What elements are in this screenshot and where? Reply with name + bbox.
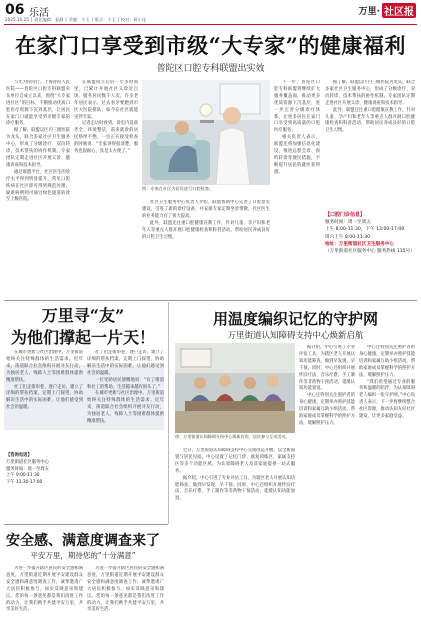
info-line: 服务时间：周一至周五 [325, 220, 371, 226]
main-subheadline: 普陀区口腔专科联盟出实效 [156, 64, 265, 74]
paragraph: 相关负责人表示，联盟还将加强信息化建设，推进远程会诊、预约转诊等便民措施，不断提升居民的就医获得感。 [274, 135, 320, 175]
article-right-headline: 用温度编织记忆的守护网 [212, 310, 378, 328]
paragraph: 在联盟成立后的一年多时间里，已累计开展社区义诊近百场，服务居民数千人次。许多老年居民表示，过去看牙要跑到市区大医院排队，如今在社区就能见到专家。 [74, 80, 138, 120]
consult-box [6, 453, 83, 511]
consult-line: 下午 13:30-17:00 [6, 480, 43, 486]
consult-box-title: 【咨询电话】 [6, 453, 32, 458]
paragraph: 据了解，联盟以区内三级医院为龙头，联合多家社区卫生服务中心，形成了分级诊疗、双向转诊、技术帮扶的协作机制。专家团队定期走进社区开展义诊、健康讲座和技术指导。 [6, 128, 70, 168]
consult-line: 服务时间：周一至周五 [6, 466, 49, 472]
paragraph: 据了解，联盟以区内三级医院为龙头，联合多家社区卫生服务中心，形成了分级诊疗、双向转诊、技术帮扶的协作机制。专家团队定期走进社区开展义诊、健康讲座和技术指导。 [325, 80, 415, 106]
header-divider [4, 24, 417, 25]
info-line: 周六上午 8:00-11:30 [325, 234, 371, 240]
info-line: 上午 8:00-11:30，下午 13:00-17:00 [325, 227, 405, 233]
paragraph: 下一步，普陀区口腔专科联盟将继续扩大服务覆盖面，推动更多优质资源下沉基层，进一步完善分级诊疗体系，让更多居民在家门口享受到高质量的口腔医疗服务。 [274, 80, 320, 134]
paragraph: 在城市更新与社区治理中，万里街道始终关注特殊群体的生活需求。近年来，街道联合社会组织开展寻友行动，为独居老人、残障人士等困难群体提供精准帮扶。 [6, 350, 83, 383]
paragraph: 与光为你同行。上海普陀人民医院——普陀区口腔专科联盟牵头单位自成立以来，围绕“大专家进社区”的目标，不断推动优质口腔医疗资源下沉到基层，让居民在家门口就能享受到市级专家的诊疗服务。 [6, 80, 70, 127]
paragraph: 记者走访时看到，诊室内设备齐全、环境整洁，前来就诊的居民络绎不绝。一位正在接受检查的阿姨说：“专家讲得很清楚，服务也很耐心，真是太方便了。” [74, 121, 138, 155]
main-headline: 在家门口享受到市级“大专家”的健康福利 [15, 33, 406, 58]
info-box-title: 【口腔门诊信息】 [325, 212, 366, 218]
article-bottom-column-1 [6, 566, 83, 636]
article-left-headline-line2: 为他们撑起一片天！ [10, 328, 155, 347]
column-divider [168, 302, 169, 524]
main-column-2 [74, 80, 138, 298]
paragraph: 在城市更新与社区治理中，万里街道始终关注特殊群体的生活需求。近年来，街道联合社会组织开展寻友行动，为独居老人、残障人士等困难群体提供精准帮扶。 [87, 391, 164, 425]
paragraph: 社工们走街串巷、逐户走访，建立了详细的帮扶档案，定期上门探望，协助解决生活中的实际困难，让他们感受到社会的温暖。 [87, 350, 164, 376]
paragraph: 为进一步提升辖区居民的安全感和满意度，万里街道近期开展平安建设群众安全感和满意度调查工作，诚挚邀请广大居民积极参与，如实反映意见和建议。您的每一条意见都是我们改进工作的动力。让我们携手共建平安万里，共享美好生活。 [6, 566, 83, 613]
article-left-column-1 [6, 350, 83, 450]
clinic-photo-illustration [142, 80, 270, 185]
brand-right: 社区报 [382, 3, 416, 18]
issue-meta: 2025.10.15 │ 责任编辑：夏静 │ 美编：小玉 │ 版式：小玉 │ 校对：蒋小佳 [5, 17, 147, 22]
clinic-photo [142, 80, 270, 185]
article-bottom-headline: 安全感、满意度调查来了 [6, 533, 160, 549]
center-photo-illustration [175, 343, 295, 433]
paragraph: 据介绍，中心引进了专业评估工具，为辖区老人开展认知功能筛查，做到早发现、早干预。同时，中心还组织开展怀旧疗法、音乐疗愈、手工制作等非药物干预活动，延缓认知功能衰退。 [175, 475, 295, 502]
paragraph: 一位受助居民感慨地说：“有了街道和社工的帮助，生活越来越有盼头了。” [87, 377, 164, 390]
page-header [0, 0, 421, 24]
page-number: 06 [5, 2, 25, 18]
main-column-3 [142, 200, 270, 298]
article-right-column-1 [175, 448, 295, 634]
bottom-divider [4, 524, 168, 525]
article-right-subheadline: 万里街道认知障碍支持中心焕新启航 [227, 331, 364, 341]
masthead-logo [359, 3, 416, 18]
article-left-headline-line1: 万里寻“友” [41, 306, 125, 325]
paragraph: 此外，联盟还注重口腔健康宣教工作，针对儿童、孕产妇和老年人等重点人群开展口腔健康检查和科普活动，帮助居民养成良好的口腔卫生习惯。 [325, 107, 415, 134]
paragraph: 为进一步提升辖区居民的安全感和满意度，万里街道近期开展平安建设群众安全感和满意度调查工作，诚挚邀请广大居民积极参与，如实反映意见和建议。您的每一条意见都是我们改进工作的动力。让我们携手共建平安万里，共享美好生活。 [87, 566, 164, 613]
paragraph: 据介绍，中心引进了专业评估工具，为辖区老人开展认知功能筛查，做到早发现、早干预。同时，中心还组织开展怀旧疗法、音乐疗愈、手工制作等非药物干预活动，延缓认知功能衰退。 [299, 345, 355, 392]
photo-caption: 图：专家在社区为居民进行口腔检查。 [142, 186, 214, 191]
consult-line: 上午 9:00-11:30 [6, 473, 40, 479]
paragraph: 社区卫生服务中心负责人介绍，联盟帮助中心完善了口腔诊室建设，引进了新的诊疗设备，并安排专家定期坐诊带教，社区医生的业务能力有了很大提高。 [142, 200, 270, 219]
clinic-info-box [325, 212, 415, 294]
center-photo [175, 343, 295, 433]
info-line: （万里街道社区服务中心 服务热线 115号） [325, 249, 415, 255]
article-bottom-subheadline: 平安万里，期待您的“十分满意” [30, 551, 136, 560]
article-left-column-2 [87, 350, 164, 520]
article-right-column-2 [299, 345, 355, 634]
article-bottom-column-2 [87, 566, 164, 636]
paragraph: 中心还特别关注照护者的身心健康，定期举办照护技能培训和家属互助小组活动，帮助家庭成员掌握科学的照护方法，缓解照护压力。 [359, 345, 415, 378]
paragraph: 中心还特别关注照护者的身心健康，定期举办照护技能培训和家属互助小组活动，帮助家庭成员掌握科学的照护方法，缓解照护压力。 [299, 393, 355, 426]
paragraph: 近日，万里街道认知障碍支持中心完成改造升级，以全新面貌与居民见面。中心设置了记忆门诊、康复训练区、家属支持区等多个功能区域，为认知障碍老人及其家庭提供一站式服务。 [175, 448, 295, 474]
main-column-1 [6, 80, 70, 298]
section-divider [4, 300, 417, 301]
center-photo-caption: 图：万里街道认知障碍支持中心焕新启用，居民参与互动活动。 [175, 434, 290, 439]
paragraph: 通过联盟平台，社区医生的诊疗水平得到明显提升，常见口腔疾病在社区即可得到规范处理，疑难病例则可通过绿色通道转诊至上级医院。 [6, 169, 70, 203]
main-column-5 [325, 80, 415, 208]
main-column-4 [274, 80, 320, 298]
section-title: 乐活 [29, 8, 49, 19]
info-line: 地址：万里街道社区卫生服务中心 [325, 241, 394, 247]
paragraph: 此外，联盟还注重口腔健康宣教工作，针对儿童、孕产妇和老年人等重点人群开展口腔健康检查和科普活动，帮助居民养成良好的口腔卫生习惯。 [142, 220, 270, 240]
consult-line: 万里街道社区服务中心 [6, 459, 49, 465]
paragraph: 社工们走街串巷、逐户走访，建立了详细的帮扶档案，定期上门探望，协助解决生活中的实际困难，让他们感受到社会的温暖。 [6, 384, 83, 411]
paragraph: “我们希望通过专业的服务和温暖的陪伴，为认知障碍老人编织一张守护网。”中心负责人表示，下一步将继续整合社区资源，推动认知友好社区建设，让更多家庭受益。 [359, 379, 415, 420]
article-right-column-3 [359, 345, 415, 634]
brand-left: 万里· [358, 7, 380, 17]
